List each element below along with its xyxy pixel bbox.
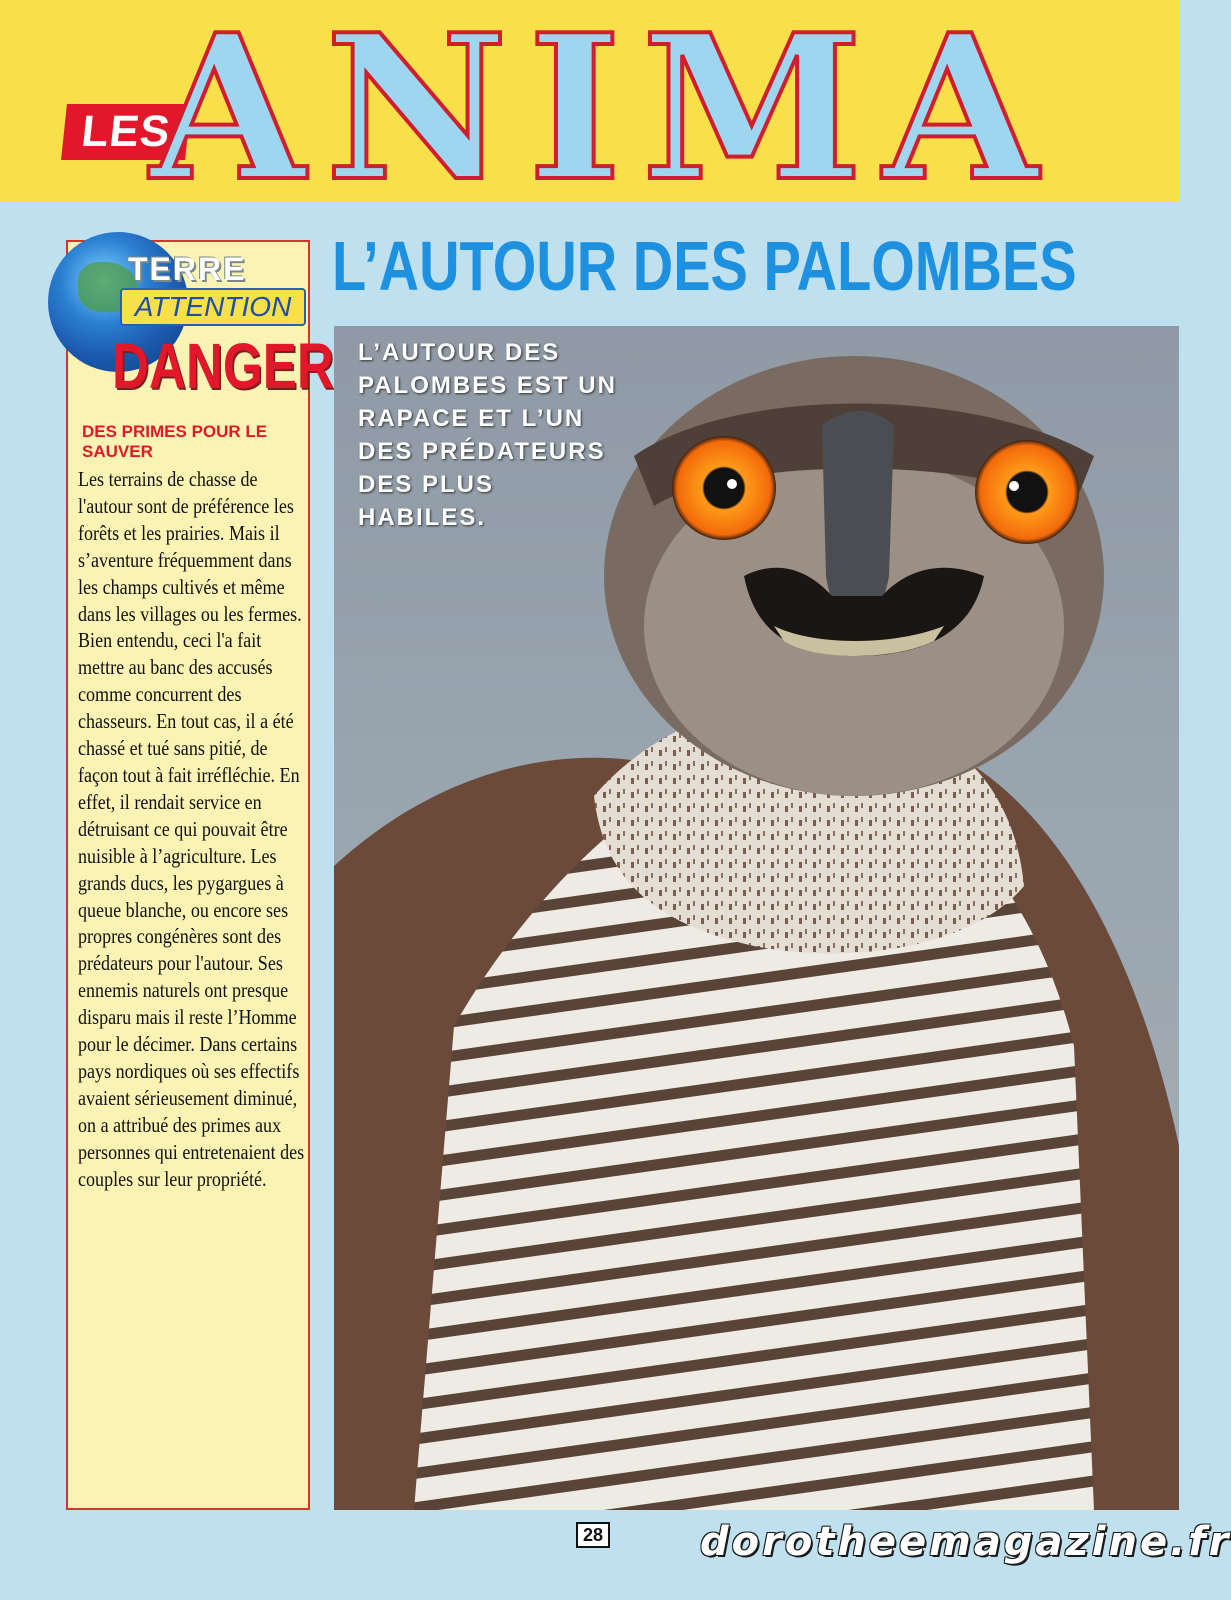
terre-label: TERRE: [128, 251, 247, 287]
danger-label: DANGER: [112, 330, 334, 402]
sidebar-body: Les terrains de chasse de l'autour sont de préférence les forêts et les prairies. Mais il s’aventure fréquemment dans les champs cultivés et même dans les villages ou les fermes. Bien entendu, ceci l'a fait mettre au banc des accusés comme concurrent des chasseurs. En tout cas, il a été chassé et tué sans pitié, de façon tout à fait irréfléchie. En effet, il rendait service en détruisant ce qui pouvait être nuisible à l’agriculture. Les grands ducs, les pygargues à queue blanche, ou encore ses propres congénères sont des prédateurs pour l'autour. Ses ennemis naturels ont presque disparu mais il reste l’Homme pour le décimer. Dans certains pays nordiques où ses effectifs avaient sérieusement diminué, on a attribué des primes aux personnes qui entretenaient des couples sur leur propriété.: [78, 467, 305, 1191]
hawk-photo: [334, 326, 1179, 1510]
photo-caption: L’AUTOUR DES PALOMBES EST UN RAPACE ET L’UN DES PRÉDATEURS DES PLUS HABILES.: [358, 339, 617, 531]
page-number: 28: [576, 1522, 610, 1548]
article-headline: L’AUTOUR DES PALOMBES: [332, 227, 1077, 305]
anima-title: ANIMA: [150, 0, 1059, 226]
site-watermark: dorotheemagazine.fr: [700, 1519, 1231, 1565]
sidebar-box: [66, 240, 334, 1510]
attention-label: ATTENTION: [120, 288, 306, 326]
title-banner: [0, 0, 1179, 226]
les-label: LES: [61, 104, 191, 160]
sidebar-subhead: DES PRIMES POUR LE SAUVER: [82, 422, 268, 461]
